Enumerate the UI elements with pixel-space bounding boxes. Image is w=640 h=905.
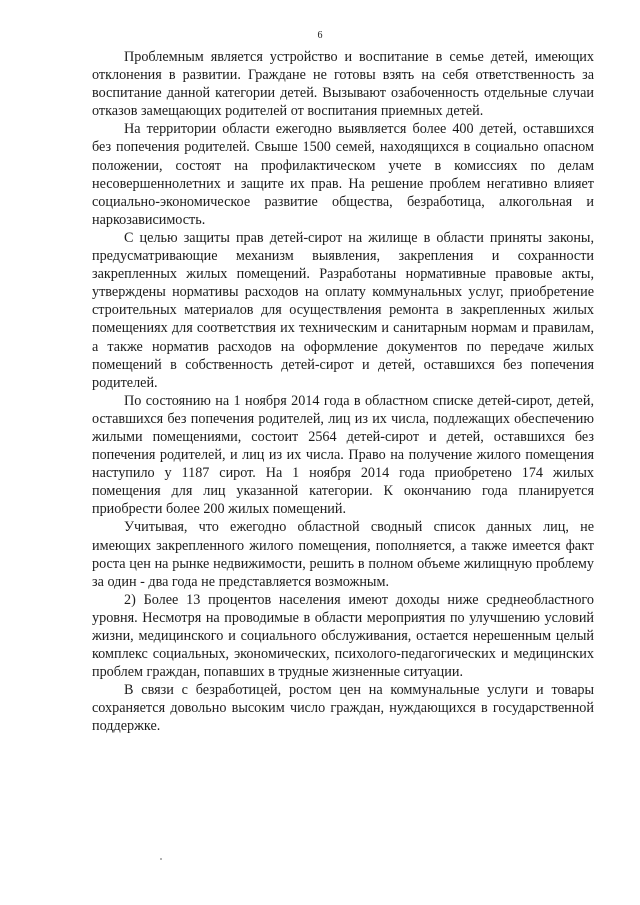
paragraph-low-income: 2) Более 13 процентов населения имеют доходы ниже среднеобластного уровня. Несмотря на проводимые в области мероприятия по улучшению условий жизни, медицинского и социального обслуживания, остается нерешенным целый комплекс социальных, экономических, психолого-педагогических и медицинских проблем граждан, попавших в трудные жизненные ситуации. — [92, 591, 594, 681]
paragraph-state-support: В связи с безработицей, ростом цен на коммунальные услуги и товары сохраняется довольно высоким число граждан, нуждающихся в государственной поддержке. — [92, 682, 594, 735]
document-body — [92, 48, 594, 736]
paragraph-housing-laws: С целью защиты прав детей-сирот на жилище в области приняты законы, предусматривающие механизм выявления, закрепления и сохранности закрепленных жилых помещений. Разработаны нормативные правовые акты, утверждены нормативы расходов на оплату коммунальных услуг, приобретение строительных материалов для осуществления ремонта в закрепленных жилых помещениях для соответствия их техническим и санитарным нормам и правилам, а также норматив расходов на оформление документов по передаче жилых помещений в собственность детей-сирот и детей, оставшихся без попечения родителей. — [92, 229, 594, 391]
scan-artifact-dot — [160, 858, 162, 860]
paragraph-housing-list-status: По состоянию на 1 ноября 2014 года в областном списке детей-сирот, детей, оставшихся без попечения родителей, лиц из их числа, подлежащих обеспечению жилыми помещениями, состоит 2564 детей-сирот и детей, оставшихся без попечения родителей, и лиц из их числа. Право на получение жилого помещения наступило у 1187 сирот. На 1 ноября 2014 года приобретено 174 жилых помещения для лиц указанной категории. К окончанию года планируется приобрести более 200 жилых помещений. — [92, 392, 594, 518]
page-number: 6 — [317, 30, 323, 41]
paragraph-family-upbringing: Проблемным является устройство и воспитание в семье детей, имеющих отклонения в развитии. Граждане не готовы взять на себя ответственность за воспитание данной категории детей. Вызывают озабоченность отдельные случаи отказов замещающих родителей от воспитания приемных детей. — [92, 49, 594, 120]
paragraph-housing-problem: Учитывая, что ежегодно областной сводный список данных лиц, не имеющих закрепленного жилого помещения, пополняется, а также имеется факт роста цен на рынке недвижимости, решить в полном объеме жилищную проблему за один - два года не представляется возможным. — [92, 519, 594, 590]
paragraph-orphans-statistics: На территории области ежегодно выявляется более 400 детей, оставшихся без попечения родителей. Свыше 1500 семей, находящихся в социально опасном положении, состоят на профилактическом учете в комиссиях по делам несовершеннолетних и защите их прав. На решение проблем негативно влияет социально-экономическое развитие общества, безработица, алкогольная и наркозависимость. — [92, 121, 594, 228]
